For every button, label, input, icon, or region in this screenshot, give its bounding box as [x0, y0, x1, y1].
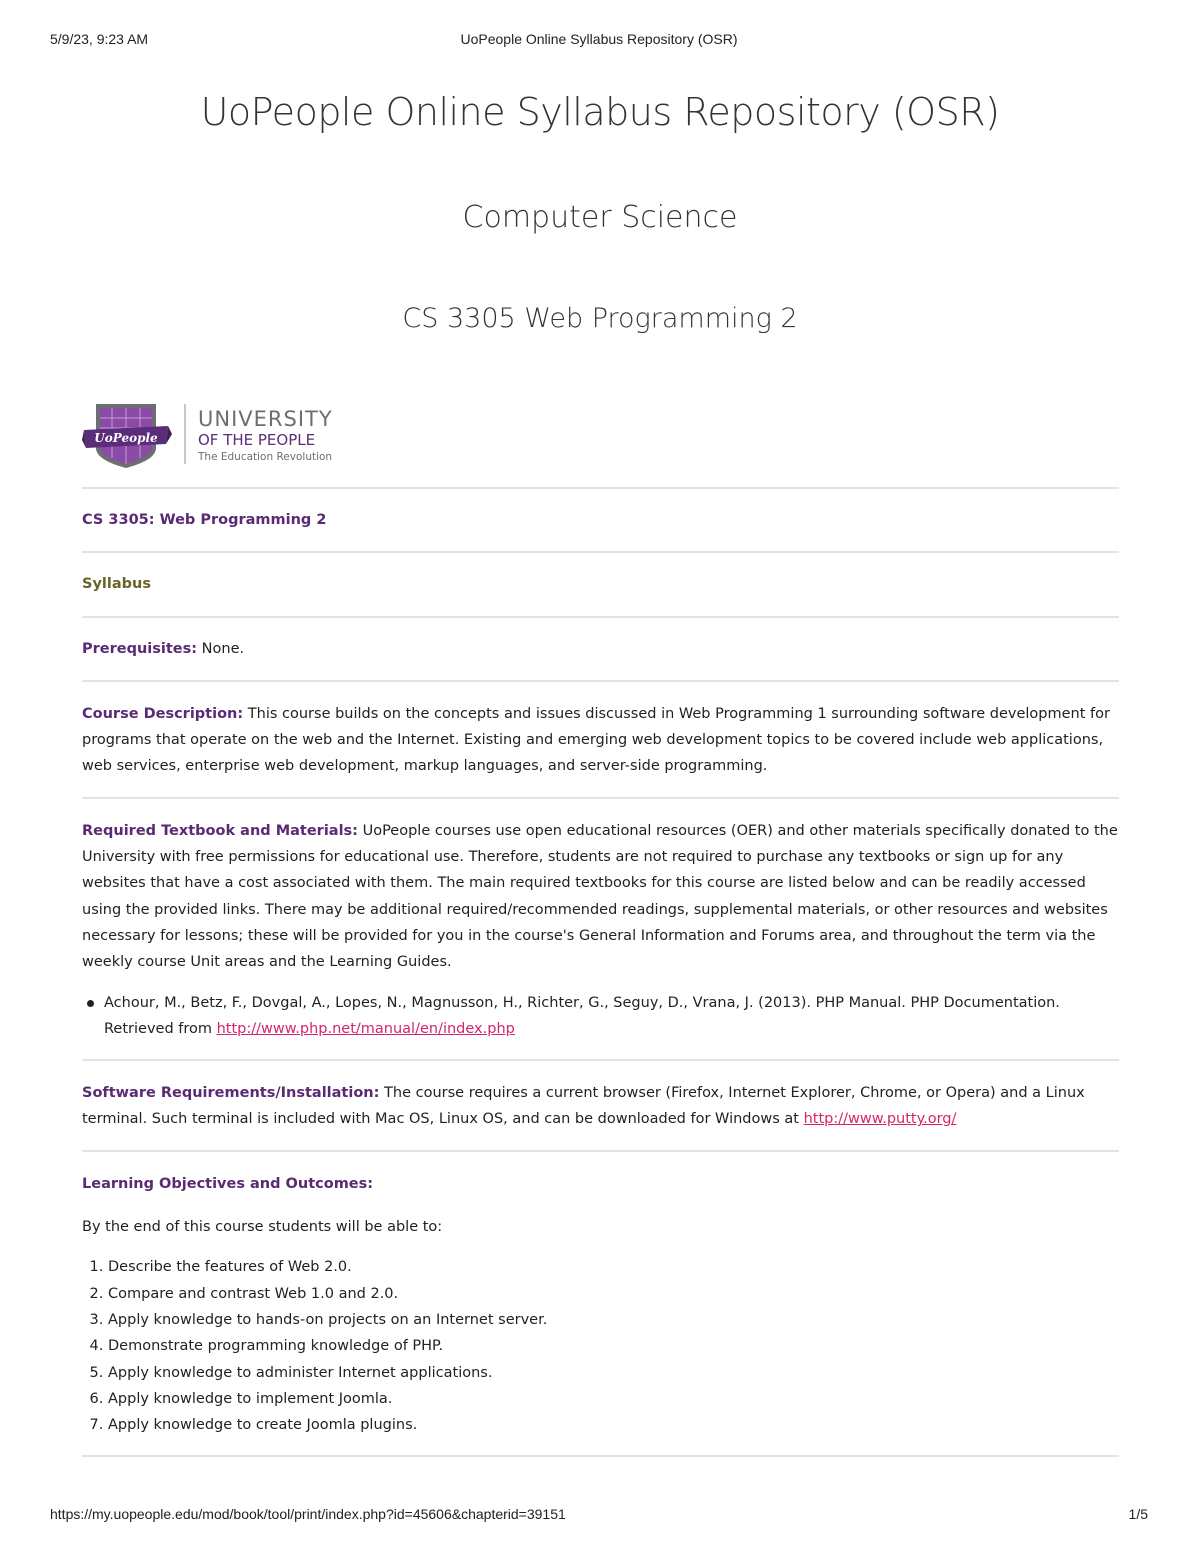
textbook-label: Required Textbook and Materials: [82, 822, 358, 839]
software-text: The course requires a current browser (Firefox, Internet Explorer, Chrome, or Opera) and a Linux terminal. Such terminal is included with Mac OS, Linux OS, and can be downloaded for Windows at [82, 1085, 1085, 1128]
php-manual-link[interactable]: http://www.php.net/manual/en/index.php [216, 1020, 515, 1037]
course-description-label: Course Description: [82, 705, 244, 722]
course-title: CS 3305: Web Programming 2 [82, 512, 327, 528]
course-heading: CS 3305 Web Programming 2 [402, 303, 798, 334]
software-section [82, 1061, 1119, 1150]
logo-line2: OF THE PEOPLE [198, 431, 316, 449]
list-item: 2. Compare and contrast Web 1.0 and 2.0. [108, 1281, 1119, 1307]
prerequisites-section [82, 618, 1119, 680]
university-logo-graphic [82, 398, 362, 472]
prerequisites-label: Prerequisites: [82, 640, 198, 657]
objectives-label: Learning Objectives and Outcomes: [82, 1175, 374, 1192]
objectives-section [82, 1152, 1119, 1456]
syllabus-content [82, 487, 1119, 1457]
university-logo [82, 398, 362, 472]
textbook-text: UoPeople courses use open educational resources (OER) and other materials specifically donated to the University with free permissions for educational use. Therefore, students are not required to purchase any textbooks or sign up for any websites that have a cost associated with them. The main required textbooks for this course are listed below and can be readily accessed using the provided links. There may be additional required/recommended readings, supplemental materials, or other resources and websites necessary for lessons; these will be provided for you in the course's General Information and Forums area, and throughout the term via the weekly course Unit areas and the Learning Guides. [82, 822, 1118, 971]
reference-list [82, 990, 1119, 1043]
page-number: 1/5 [1128, 1506, 1148, 1522]
list-item: 7. Apply knowledge to create Joomla plugins. [108, 1412, 1119, 1438]
putty-link[interactable]: http://www.putty.org/ [803, 1111, 957, 1128]
software-label: Software Requirements/Installation: [82, 1085, 380, 1102]
logo-badge-text: UoPeople [94, 431, 158, 445]
list-item [104, 990, 1119, 1043]
objectives-intro: By the end of this course students will be able to: [82, 1219, 443, 1236]
logo-line1: UNIVERSITY [198, 407, 333, 431]
divider [82, 1455, 1119, 1457]
list-item: 5. Apply knowledge to administer Internet applications. [108, 1360, 1119, 1386]
course-description-section [82, 682, 1119, 797]
prerequisites-text: None. [197, 640, 245, 657]
print-header [50, 31, 1148, 49]
textbook-section [82, 799, 1119, 1059]
objectives-list [82, 1254, 1119, 1438]
print-url: https://my.uopeople.edu/mod/book/tool/print/index.php?id=45606&chapterid=39151 [50, 1506, 566, 1522]
syllabus-label: Syllabus [82, 576, 151, 593]
print-page-title: UoPeople Online Syllabus Repository (OSR) [460, 31, 738, 47]
course-description-text: This course builds on the concepts and issues discussed in Web Programming 1 surrounding software development for programs that operate on the web and the Internet. Existing and emerging web development topics to be covered include web applications, web services, enterprise web development, markup languages, and server-side programming. [82, 705, 1110, 775]
print-footer [50, 1506, 1148, 1524]
reference-text: Achour, M., Betz, F., Dovgal, A., Lopes, N., Magnusson, H., Richter, G., Seguy, D., Vrana, J. (2013). PHP Manual. PHP Documentation. Retrieved from [104, 994, 1060, 1037]
course-title-section [82, 489, 1119, 551]
print-datetime: 5/9/23, 9:23 AM [50, 31, 149, 47]
list-item: 4. Demonstrate programming knowledge of PHP. [108, 1333, 1119, 1359]
list-item: 6. Apply knowledge to implement Joomla. [108, 1386, 1119, 1412]
syllabus-section [82, 553, 1119, 615]
list-item: 3. Apply knowledge to hands-on projects on an Internet server. [108, 1307, 1119, 1333]
logo-tagline: The Education Revolution [198, 451, 333, 463]
list-item: 1. Describe the features of Web 2.0. [108, 1254, 1119, 1280]
department-heading: Computer Science [462, 200, 738, 235]
page-title: UoPeople Online Syllabus Repository (OSR) [200, 90, 1000, 134]
